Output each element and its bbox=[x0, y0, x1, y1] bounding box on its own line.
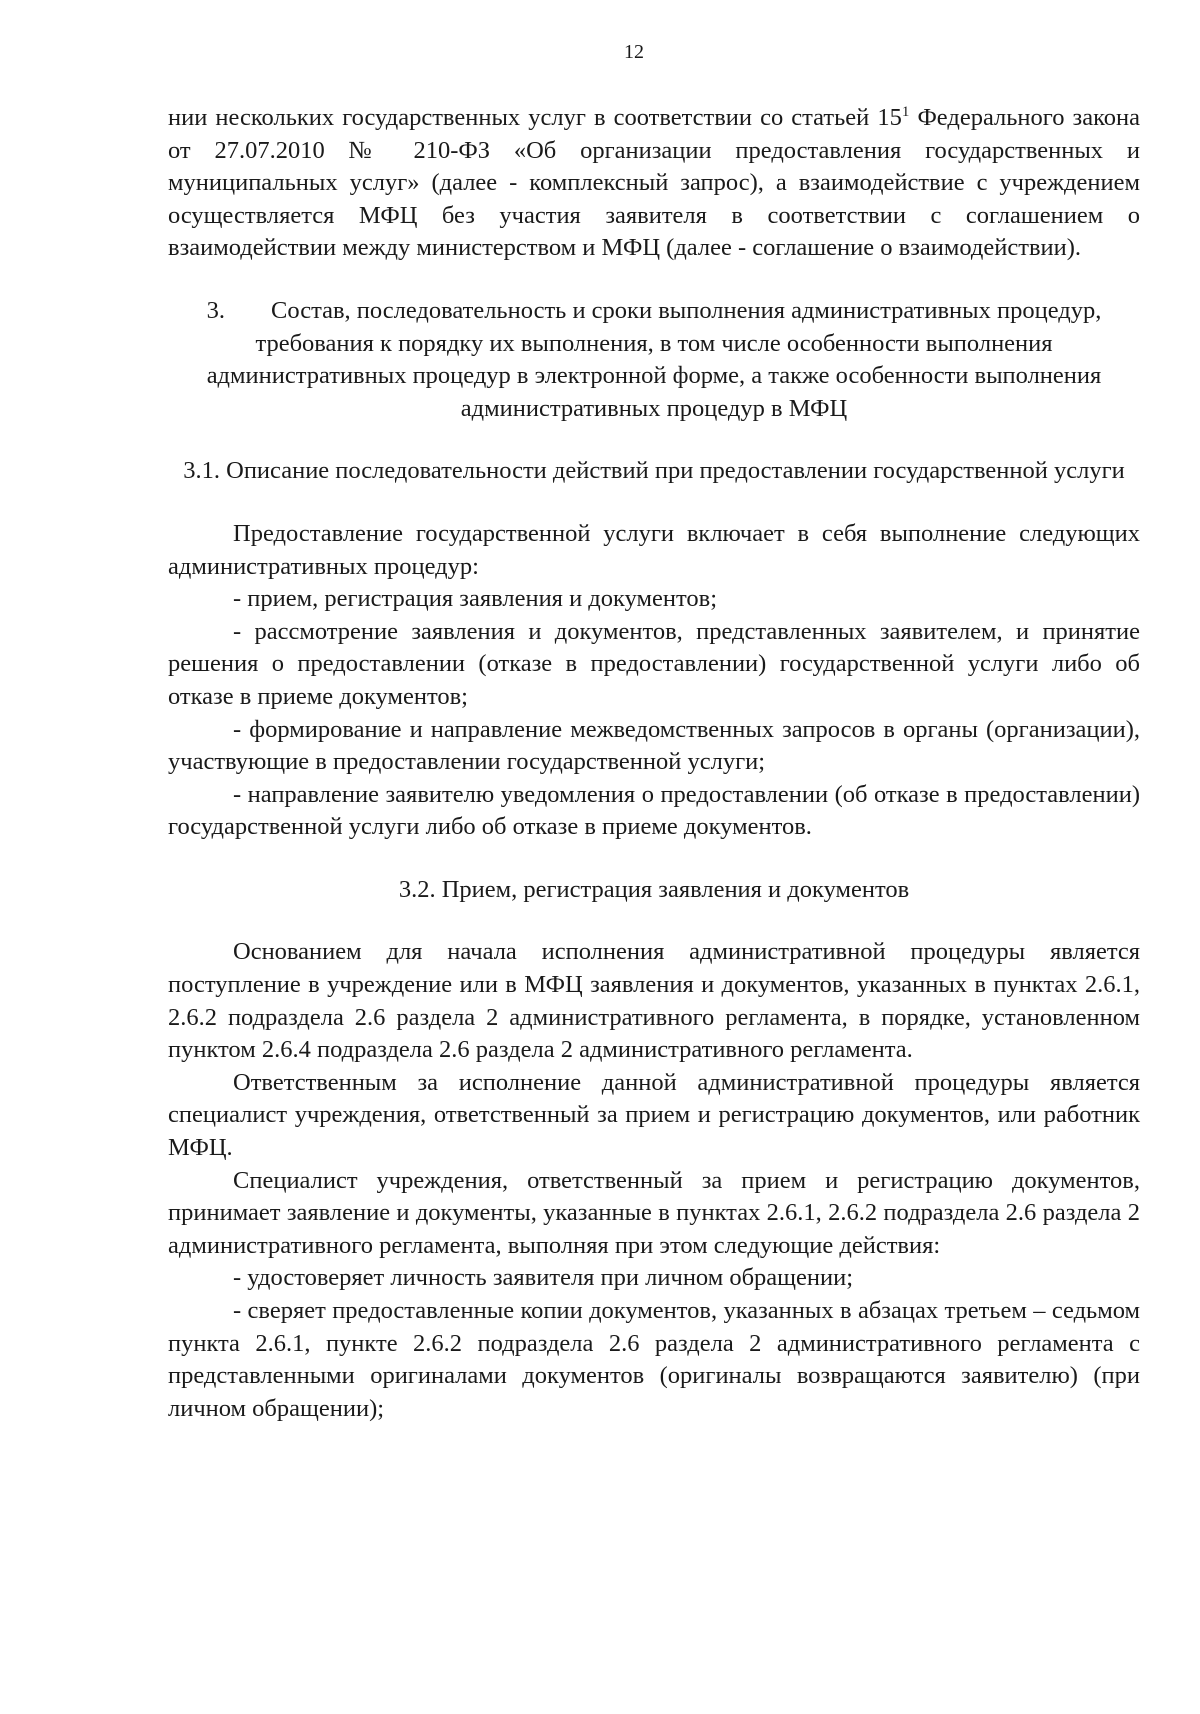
intro-paragraph bbox=[168, 102, 1140, 265]
section-3-2-paragraph: Ответственным за исполнение данной административной процедуры является специалист учреждения, ответственный за прием и регистрацию документов, или работник МФЦ. bbox=[168, 1068, 1140, 1162]
section-3-heading bbox=[168, 295, 1140, 425]
section-3-1-paragraph: Предоставление государственной услуги включает в себя выполнение следующих административных процедур: bbox=[168, 519, 1140, 580]
intro-text-b: Федерального закона от 27.07.2010 № 210-ФЗ «Об организации предоставления государственных и муниципальных услуг» (далее - комплексный запрос), а взаимодействие с учреждением осуществляется МФЦ без участия заявителя в соответствии с соглашением о взаимодействии между министерством и МФЦ (далее - соглашение о взаимодействии). bbox=[168, 104, 1141, 262]
footnote-superscript: 1 bbox=[901, 103, 910, 120]
section-3-2-list-item: - сверяет предоставленные копии документов, указанных в абзацах третьем – седьмом пункта 2.6.1, пункте 2.6.2 подраздела 2.6 раздела 2 административного регламента с представленными оригиналами документов (оригиналы возвращаются заявителю) (при личном обращении); bbox=[168, 1297, 1140, 1422]
section-3-1-heading: 3.1. Описание последовательности действий при предоставлении государственной услуги bbox=[183, 457, 1125, 485]
section-3-1-list-item: - рассмотрение заявления и документов, представленных заявителем, и принятие решения о предоставлении (отказе в предоставлении) государственной услуги либо об отказе в приеме документов; bbox=[168, 617, 1140, 710]
section-3-number: 3. bbox=[206, 296, 226, 324]
page-number: 12 bbox=[624, 41, 644, 63]
section-3-2-heading: 3.2. Прием, регистрация заявления и документов bbox=[398, 875, 910, 903]
section-3-1-list-item: - направление заявителю уведомления о предоставлении (об отказе в предоставлении) государственной услуги либо об отказе в приеме документов. bbox=[168, 780, 1140, 841]
section-3-2-list-item: - удостоверяет личность заявителя при личном обращении; bbox=[233, 1264, 854, 1292]
section-3-2-paragraph: Специалист учреждения, ответственный за прием и регистрацию документов, принимает заявление и документы, указанные в пунктах 2.6.1, 2.6.2 подраздела 2.6 раздела 2 административного регламента, выполняя при этом следующие действия: bbox=[168, 1166, 1140, 1259]
section-3-2-paragraph: Основанием для начала исполнения административной процедуры является поступление в учреждение или в МФЦ заявления и документов, указанных в пунктах 2.6.1, 2.6.2 подраздела 2.6 раздела 2 административного регламента, в порядке, установленном пунктом 2.6.4 подраздела 2.6 раздела 2 административного регламента. bbox=[168, 938, 1140, 1064]
section-3-1-list-item: - формирование и направление межведомственных запросов в органы (организации), участвующие в предоставлении государственной услуги; bbox=[168, 715, 1140, 776]
section-3-1-list-item: - прием, регистрация заявления и документов; bbox=[233, 585, 718, 613]
intro-text-a: нии нескольких государственных услуг в соответствии со статьей 15 bbox=[168, 104, 902, 131]
section-3-title: Состав, последовательность и сроки выполнения административных процедур, требования к порядку их выполнения, в том числе особенности выполнения административных процедур в электронной форме, а также особенности выполнения административных процедур в МФЦ bbox=[206, 296, 1102, 422]
